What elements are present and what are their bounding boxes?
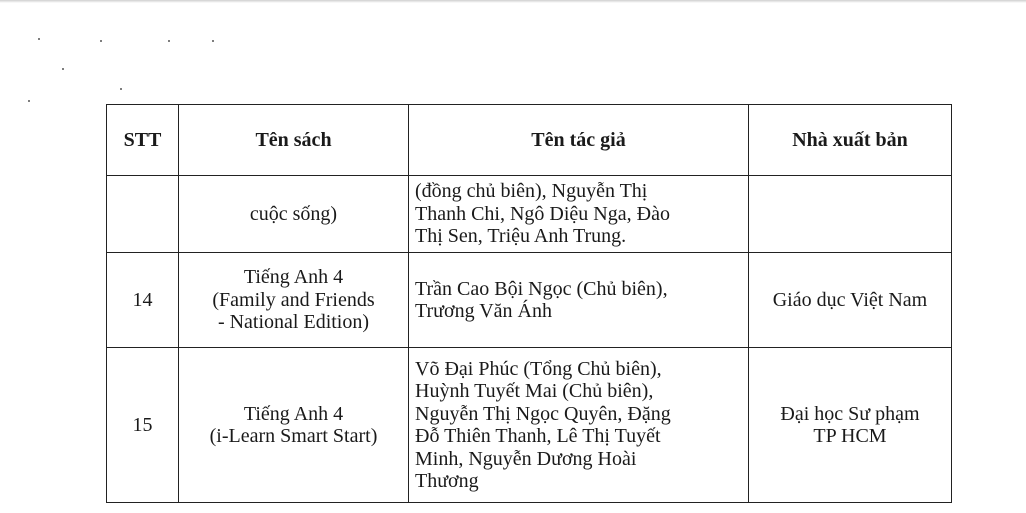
- author-line: Võ Đại Phúc (Tổng Chủ biên),: [415, 357, 662, 380]
- cell-author: [409, 253, 749, 348]
- book-table: [106, 104, 952, 503]
- header-stt: STT: [107, 105, 179, 176]
- book-title-line: Tiếng Anh 4: [243, 402, 344, 425]
- header-book-title: Tên sách: [179, 105, 409, 176]
- scan-speck: [168, 40, 170, 42]
- cell-stt: 14: [107, 253, 179, 348]
- scan-speck: [212, 40, 214, 42]
- scan-speck: [100, 40, 102, 42]
- scan-speck: [28, 100, 30, 102]
- book-title-line: - National Edition): [217, 311, 370, 334]
- header-author: Tên tác giả: [409, 105, 749, 176]
- author-line: Trần Cao Bội Ngọc (Chủ biên),: [415, 277, 668, 300]
- scan-speck: [120, 88, 122, 90]
- author-line: Minh, Nguyễn Dương Hoài: [415, 447, 637, 470]
- scan-top-edge: [0, 0, 1026, 3]
- book-title-line: Tiếng Anh 4: [243, 266, 344, 289]
- cell-publisher: [749, 253, 952, 348]
- author-line: Nguyễn Thị Ngọc Quyên, Đặng: [415, 402, 671, 425]
- author-line: Thị Sen, Triệu Anh Trung.: [415, 225, 627, 248]
- cell-stt: [107, 176, 179, 253]
- table-row: [107, 176, 952, 253]
- cell-author: [409, 348, 749, 503]
- cell-author: [409, 176, 749, 253]
- publisher-line: TP HCM: [813, 425, 887, 447]
- cell-stt: 15: [107, 348, 179, 503]
- cell-book-title: [179, 253, 409, 348]
- book-title-line: (i-Learn Smart Start): [209, 425, 378, 447]
- header-row: [107, 105, 952, 176]
- table-row: [107, 348, 952, 503]
- author-line: Thương: [415, 470, 479, 492]
- header-publisher: Nhà xuất bản: [749, 105, 952, 176]
- book-title-line: (Family and Friends: [212, 288, 375, 311]
- table-row: [107, 253, 952, 348]
- author-line: (đồng chủ biên), Nguyễn Thị: [415, 180, 648, 203]
- cell-publisher: [749, 348, 952, 503]
- publisher-line: Giáo dục Việt Nam: [772, 288, 928, 311]
- author-line: Đỗ Thiên Thanh, Lê Thị Tuyết: [415, 425, 661, 447]
- cell-book-title: [179, 176, 409, 253]
- author-line: Trương Văn Ánh: [415, 300, 552, 322]
- cell-book-title: [179, 348, 409, 503]
- scan-speck: [62, 68, 64, 70]
- author-line: Huỳnh Tuyết Mai (Chủ biên),: [415, 380, 654, 402]
- cell-publisher: [749, 176, 952, 253]
- author-line: Thanh Chi, Ngô Diệu Nga, Đào: [415, 202, 670, 225]
- book-title-line: cuộc sống): [249, 202, 338, 225]
- publisher-line: Đại học Sư phạm: [780, 402, 920, 425]
- scan-speck: [38, 38, 40, 40]
